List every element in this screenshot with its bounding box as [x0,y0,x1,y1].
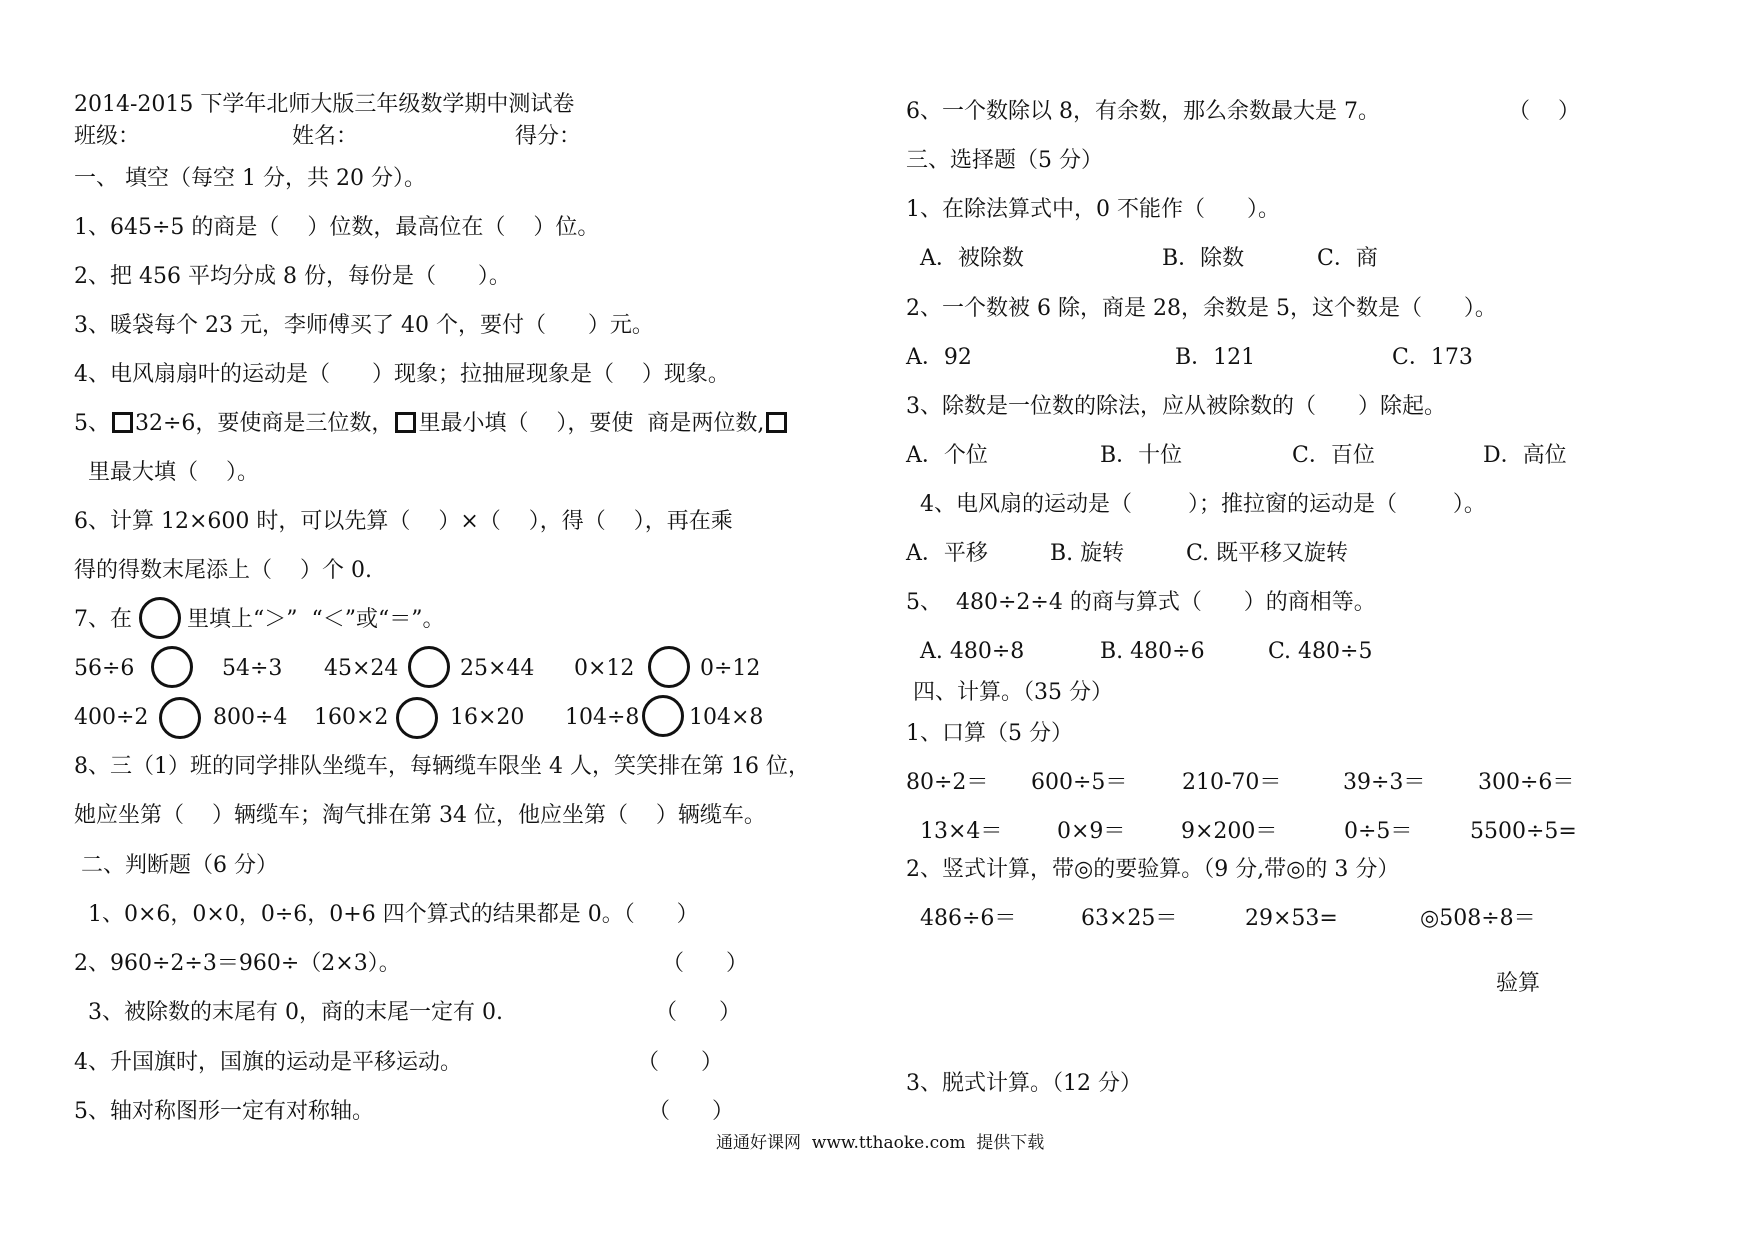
choice-option: A．被除数 [920,246,1024,271]
section2-title: 二、判断题（6 分） [74,853,278,878]
oral-problem: 80÷2＝ [906,770,989,795]
fill-q6-line2: 得的得数末尾添上（ ）个 0. [74,558,372,583]
fill-q5-line2: 里最大填（ ）。 [88,460,259,485]
choice-q5: 5、 480÷2÷4 的商与算式（ ）的商相等。 [906,590,1376,615]
fill-q5-text-b: 里最小填（ ），要使 商是两位数, [418,411,765,436]
blank-square-icon [395,412,416,433]
choice-option: B．十位 [1100,443,1183,468]
judge-q4-paren: （ ） [637,1050,723,1075]
section1-title: 一、 填空（每空 1 分，共 20 分）。 [74,166,426,191]
oral-problem: 300÷6＝ [1478,770,1575,795]
compare-expr: 800÷4 [213,705,288,730]
judge-q5-paren: （ ） [648,1099,734,1124]
choice-option: C．百位 [1292,443,1375,468]
choice-option: A．92 [906,345,972,370]
compare-expr: 16×20 [450,705,525,730]
compare-expr: 25×44 [460,656,535,681]
judge-q5: 5、轴对称图形一定有对称轴。 [74,1099,374,1124]
compare-expr: 54÷3 [222,656,283,681]
compare-expr: 400÷2 [74,705,149,730]
judge-q6-paren: （ ） [1508,99,1580,124]
judge-q2: 2、960÷2÷3＝960÷（2×3）。 [74,951,401,976]
judge-q3-paren: （ ） [655,1000,741,1025]
fill-q5-text-a: 32÷6，要使商是三位数， [135,411,394,436]
footer-source: 通通好课网 www.tthaoke.com 提供下载 [716,1133,1045,1153]
vertical-problem: 29×53= [1245,906,1338,931]
judge-q1: 1、0×6，0×0，0÷6，0+6 四个算式的结果都是 0。（ ） [88,902,699,927]
choice-option: A．平移 [906,541,988,566]
choice-q1: 1、在除法算式中，0 不能作（ ）。 [906,197,1280,222]
compare-expr: 0÷12 [700,656,761,681]
score-label: 得分： [515,124,582,149]
oral-problem: 13×4＝ [920,819,1003,844]
choice-q2: 2、一个数被 6 除，商是 28，余数是 5，这个数是（ ）。 [906,296,1497,321]
choice-option: B. 480÷6 [1100,639,1205,664]
vertical-problem: 63×25＝ [1081,906,1178,931]
compare-expr: 45×24 [324,656,399,681]
compare-expr: 0×12 [574,656,635,681]
blank-circle-icon [139,597,181,639]
fill-q8-line2: 她应坐第（ ）辆缆车；淘气排在第 34 位，他应坐第（ ）辆缆车。 [74,803,766,828]
fill-q7-label-a: 7、在 [74,607,132,632]
choice-option: C．173 [1392,345,1473,370]
blank-circle-icon [159,697,201,739]
judge-q4: 4、升国旗时，国旗的运动是平移运动。 [74,1050,462,1075]
choice-option: B．除数 [1162,246,1245,271]
section3-title: 三、选择题（5 分） [906,148,1103,173]
fill-q1: 1、645÷5 的商是（ ）位数，最高位在（ ）位。 [74,215,600,240]
compare-expr: 160×2 [314,705,389,730]
choice-option: C. 480÷5 [1268,639,1373,664]
fill-q3: 3、暖袋每个 23 元，李师傅买了 40 个，要付（ ）元。 [74,313,654,338]
choice-q3: 3、除数是一位数的除法，应从被除数的（ ）除起。 [906,394,1446,419]
judge-q3: 3、被除数的末尾有 0，商的末尾一定有 0. [88,1000,503,1025]
choice-option: C. 既平移又旋转 [1186,541,1349,566]
blank-circle-icon [151,646,193,688]
fill-q7-label-b: 里填上“＞” “＜”或“＝”。 [187,607,445,632]
compare-expr: 56÷6 [74,656,135,681]
choice-option: A．个位 [906,443,988,468]
oral-problem: 0÷5＝ [1344,819,1413,844]
choice-option: B．121 [1175,345,1256,370]
blank-square-icon [766,412,787,433]
judge-q2-paren: （ ） [662,951,748,976]
vertical-problem: 486÷6＝ [920,906,1017,931]
stepwise-calc-title: 3、脱式计算。（12 分） [906,1071,1142,1096]
oral-problem: 600÷5＝ [1031,770,1128,795]
blank-circle-icon [642,695,684,737]
vertical-calc-title: 2、竖式计算，带◎的要验算。（9 分,带◎的 3 分） [906,857,1400,882]
blank-circle-icon [408,646,450,688]
class-label: 班级： [74,124,141,149]
oral-problem: 5500÷5= [1470,819,1577,844]
choice-option: A. 480÷8 [920,639,1025,664]
fill-q8-line1: 8、三（1）班的同学排队坐缆车，每辆缆车限坐 4 人，笑笑排在第 16 位， [74,754,810,779]
choice-option: D．高位 [1483,443,1567,468]
fill-q5-line1 [74,411,789,437]
choice-option: B. 旋转 [1050,541,1125,566]
vertical-problem: ◎508÷8＝ [1420,906,1536,931]
fill-q4: 4、电风扇扇叶的运动是（ ）现象；拉抽屉现象是（ ）现象。 [74,362,730,387]
blank-circle-icon [396,697,438,739]
compare-expr: 104÷8 [565,705,640,730]
name-label: 姓名： [292,124,359,149]
choice-option: C．商 [1317,246,1378,271]
choice-q4: 4、电风扇的运动是（ ）；推拉窗的运动是（ ）。 [920,492,1486,517]
section4-title: 四、计算。（35 分） [906,680,1113,705]
compare-expr: 104×8 [689,705,764,730]
check-label: 验算 [1496,971,1541,996]
oral-problem: 9×200＝ [1181,819,1278,844]
exam-title: 2014-2015 下学年北师大版三年级数学期中测试卷 [74,92,575,117]
blank-square-icon [112,412,133,433]
blank-circle-icon [648,646,690,688]
oral-problem: 210-70＝ [1182,770,1282,795]
fill-q6-line1: 6、计算 12×600 时，可以先算（ ）×（ ），得（ ），再在乘 [74,509,733,534]
oral-problem: 0×9＝ [1057,819,1126,844]
judge-q6: 6、一个数除以 8，有余数，那么余数最大是 7。 [906,99,1380,124]
oral-problem: 39÷3＝ [1343,770,1426,795]
oral-calc-title: 1、口算（5 分） [906,721,1073,746]
fill-q2: 2、把 456 平均分成 8 份，每份是（ ）。 [74,264,511,289]
fill-q5-number: 5、 [74,411,110,436]
